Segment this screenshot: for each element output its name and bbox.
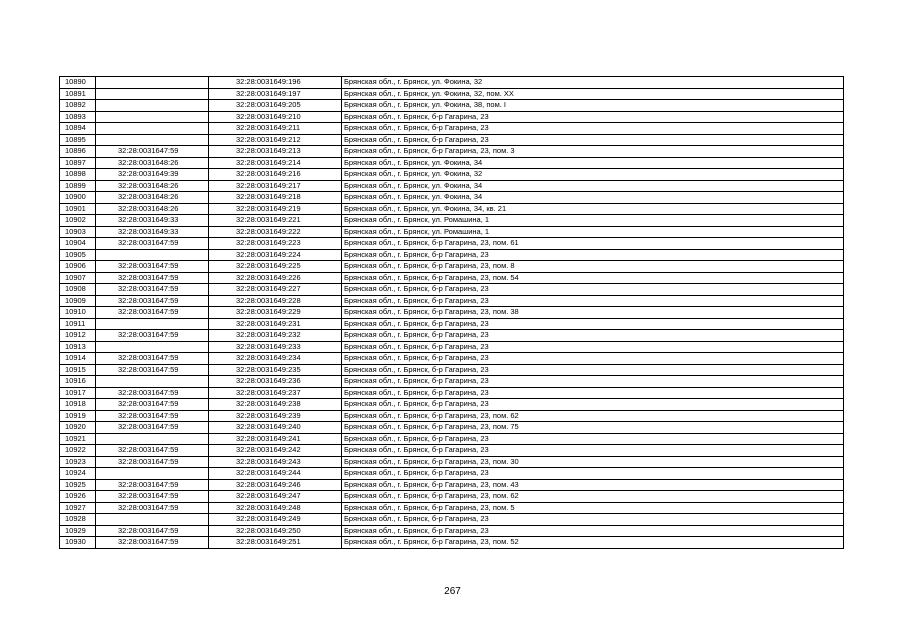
parent-cadastral-cell: 32:28:0031647:59 <box>96 261 209 273</box>
row-number-cell: 10912 <box>60 330 96 342</box>
address-cell: Брянская обл., г. Брянск, б-р Гагарина, 23, пом. 62 <box>342 410 844 422</box>
row-number-cell: 10908 <box>60 284 96 296</box>
cadastral-number-cell: 32:28:0031649:217 <box>209 180 342 192</box>
address-cell: Брянская обл., г. Брянск, б-р Гагарина, 23 <box>342 123 844 135</box>
row-number-cell: 10928 <box>60 514 96 526</box>
parent-cadastral-cell <box>96 111 209 123</box>
address-cell: Брянская обл., г. Брянск, б-р Гагарина, 23, пом. 52 <box>342 537 844 549</box>
cadastral-number-cell: 32:28:0031649:242 <box>209 445 342 457</box>
cadastral-number-cell: 32:28:0031649:216 <box>209 169 342 181</box>
parent-cadastral-cell: 32:28:0031647:59 <box>96 399 209 411</box>
table-row <box>60 284 844 296</box>
table-row <box>60 203 844 215</box>
address-cell: Брянская обл., г. Брянск, б-р Гагарина, 23, пом. 54 <box>342 272 844 284</box>
parent-cadastral-cell: 32:28:0031648:26 <box>96 157 209 169</box>
table-row <box>60 433 844 445</box>
table-row <box>60 364 844 376</box>
parent-cadastral-cell: 32:28:0031647:59 <box>96 445 209 457</box>
address-cell: Брянская обл., г. Брянск, ул. Фокина, 32 <box>342 169 844 181</box>
row-number-cell: 10922 <box>60 445 96 457</box>
parent-cadastral-cell: 32:28:0031647:59 <box>96 238 209 250</box>
cadastral-number-cell: 32:28:0031649:197 <box>209 88 342 100</box>
table-row <box>60 502 844 514</box>
row-number-cell: 10911 <box>60 318 96 330</box>
row-number-cell: 10915 <box>60 364 96 376</box>
table-row <box>60 399 844 411</box>
table-row <box>60 422 844 434</box>
row-number-cell: 10929 <box>60 525 96 537</box>
row-number-cell: 10923 <box>60 456 96 468</box>
row-number-cell: 10901 <box>60 203 96 215</box>
parent-cadastral-cell: 32:28:0031649:33 <box>96 215 209 227</box>
address-cell: Брянская обл., г. Брянск, б-р Гагарина, 23 <box>342 249 844 261</box>
cadastral-number-cell: 32:28:0031649:210 <box>209 111 342 123</box>
parent-cadastral-cell: 32:28:0031647:59 <box>96 537 209 549</box>
parent-cadastral-cell: 32:28:0031647:59 <box>96 330 209 342</box>
row-number-cell: 10910 <box>60 307 96 319</box>
row-number-cell: 10904 <box>60 238 96 250</box>
address-cell: Брянская обл., г. Брянск, ул. Фокина, 34 <box>342 180 844 192</box>
address-cell: Брянская обл., г. Брянск, б-р Гагарина, 23 <box>342 376 844 388</box>
address-cell: Брянская обл., г. Брянск, б-р Гагарина, 23 <box>342 387 844 399</box>
row-number-cell: 10903 <box>60 226 96 238</box>
cadastral-number-cell: 32:28:0031649:236 <box>209 376 342 388</box>
cadastral-number-cell: 32:28:0031649:234 <box>209 353 342 365</box>
row-number-cell: 10925 <box>60 479 96 491</box>
parent-cadastral-cell: 32:28:0031649:33 <box>96 226 209 238</box>
table-row <box>60 261 844 273</box>
address-cell: Брянская обл., г. Брянск, б-р Гагарина, 23 <box>342 330 844 342</box>
row-number-cell: 10926 <box>60 491 96 503</box>
table-row <box>60 272 844 284</box>
table-row <box>60 111 844 123</box>
table-row <box>60 410 844 422</box>
cadastral-number-cell: 32:28:0031649:246 <box>209 479 342 491</box>
address-cell: Брянская обл., г. Брянск, ул. Фокина, 32, пом. XX <box>342 88 844 100</box>
table-row <box>60 537 844 549</box>
parent-cadastral-cell <box>96 468 209 480</box>
row-number-cell: 10899 <box>60 180 96 192</box>
table-row <box>60 341 844 353</box>
address-cell: Брянская обл., г. Брянск, б-р Гагарина, 23 <box>342 295 844 307</box>
cadastral-number-cell: 32:28:0031649:239 <box>209 410 342 422</box>
cadastral-number-cell: 32:28:0031649:222 <box>209 226 342 238</box>
row-number-cell: 10893 <box>60 111 96 123</box>
table-row <box>60 226 844 238</box>
table-row <box>60 295 844 307</box>
address-cell: Брянская обл., г. Брянск, ул. Ромашина, 1 <box>342 215 844 227</box>
row-number-cell: 10897 <box>60 157 96 169</box>
address-cell: Брянская обл., г. Брянск, б-р Гагарина, 23 <box>342 433 844 445</box>
address-cell: Брянская обл., г. Брянск, б-р Гагарина, 23 <box>342 399 844 411</box>
table-row <box>60 123 844 135</box>
table-row <box>60 445 844 457</box>
address-cell: Брянская обл., г. Брянск, б-р Гагарина, 23, пом. 38 <box>342 307 844 319</box>
address-cell: Брянская обл., г. Брянск, б-р Гагарина, 23, пом. 5 <box>342 502 844 514</box>
cadastral-number-cell: 32:28:0031649:214 <box>209 157 342 169</box>
parent-cadastral-cell <box>96 77 209 89</box>
cadastral-number-cell: 32:28:0031649:237 <box>209 387 342 399</box>
parent-cadastral-cell: 32:28:0031647:59 <box>96 525 209 537</box>
cadastral-number-cell: 32:28:0031649:227 <box>209 284 342 296</box>
address-cell: Брянская обл., г. Брянск, б-р Гагарина, 23 <box>342 353 844 365</box>
address-cell: Брянская обл., г. Брянск, б-р Гагарина, 23 <box>342 364 844 376</box>
row-number-cell: 10924 <box>60 468 96 480</box>
parent-cadastral-cell: 32:28:0031647:59 <box>96 284 209 296</box>
table-row <box>60 77 844 89</box>
row-number-cell: 10916 <box>60 376 96 388</box>
address-cell: Брянская обл., г. Брянск, б-р Гагарина, 23 <box>342 341 844 353</box>
parent-cadastral-cell: 32:28:0031647:59 <box>96 295 209 307</box>
table-row <box>60 88 844 100</box>
table-row <box>60 456 844 468</box>
cadastral-number-cell: 32:28:0031649:228 <box>209 295 342 307</box>
table-row <box>60 318 844 330</box>
table-row <box>60 376 844 388</box>
parent-cadastral-cell: 32:28:0031647:59 <box>96 272 209 284</box>
cadastral-number-cell: 32:28:0031649:223 <box>209 238 342 250</box>
table-row <box>60 134 844 146</box>
cadastral-number-cell: 32:28:0031649:221 <box>209 215 342 227</box>
row-number-cell: 10919 <box>60 410 96 422</box>
parent-cadastral-cell: 32:28:0031647:59 <box>96 502 209 514</box>
row-number-cell: 10902 <box>60 215 96 227</box>
address-cell: Брянская обл., г. Брянск, б-р Гагарина, 23, пом. 43 <box>342 479 844 491</box>
cadastral-number-cell: 32:28:0031649:244 <box>209 468 342 480</box>
cadastral-number-cell: 32:28:0031649:231 <box>209 318 342 330</box>
table-row <box>60 353 844 365</box>
address-cell: Брянская обл., г. Брянск, ул. Ромашина, 1 <box>342 226 844 238</box>
parent-cadastral-cell: 32:28:0031649:39 <box>96 169 209 181</box>
cadastral-number-cell: 32:28:0031649:212 <box>209 134 342 146</box>
table-row <box>60 514 844 526</box>
parent-cadastral-cell: 32:28:0031647:59 <box>96 146 209 158</box>
cadastral-number-cell: 32:28:0031649:241 <box>209 433 342 445</box>
address-cell: Брянская обл., г. Брянск, б-р Гагарина, 23 <box>342 445 844 457</box>
cadastral-number-cell: 32:28:0031649:219 <box>209 203 342 215</box>
address-cell: Брянская обл., г. Брянск, ул. Фокина, 34 <box>342 192 844 204</box>
address-cell: Брянская обл., г. Брянск, б-р Гагарина, 23, пом. 62 <box>342 491 844 503</box>
parent-cadastral-cell <box>96 318 209 330</box>
cadastral-number-cell: 32:28:0031649:240 <box>209 422 342 434</box>
parent-cadastral-cell: 32:28:0031647:59 <box>96 387 209 399</box>
cadastral-number-cell: 32:28:0031649:238 <box>209 399 342 411</box>
address-cell: Брянская обл., г. Брянск, ул. Фокина, 34, кв. 21 <box>342 203 844 215</box>
cadastral-number-cell: 32:28:0031649:211 <box>209 123 342 135</box>
parent-cadastral-cell: 32:28:0031648:26 <box>96 203 209 215</box>
parent-cadastral-cell <box>96 376 209 388</box>
parent-cadastral-cell <box>96 100 209 112</box>
address-cell: Брянская обл., г. Брянск, ул. Фокина, 34 <box>342 157 844 169</box>
row-number-cell: 10905 <box>60 249 96 261</box>
cadastral-number-cell: 32:28:0031649:232 <box>209 330 342 342</box>
table-row <box>60 192 844 204</box>
parent-cadastral-cell: 32:28:0031647:59 <box>96 479 209 491</box>
address-cell: Брянская обл., г. Брянск, б-р Гагарина, 23 <box>342 284 844 296</box>
parent-cadastral-cell <box>96 514 209 526</box>
row-number-cell: 10927 <box>60 502 96 514</box>
cadastral-number-cell: 32:28:0031649:249 <box>209 514 342 526</box>
address-cell: Брянская обл., г. Брянск, б-р Гагарина, 23, пом. 61 <box>342 238 844 250</box>
address-cell: Брянская обл., г. Брянск, б-р Гагарина, 23 <box>342 318 844 330</box>
row-number-cell: 10906 <box>60 261 96 273</box>
parent-cadastral-cell <box>96 341 209 353</box>
parent-cadastral-cell: 32:28:0031647:59 <box>96 364 209 376</box>
parent-cadastral-cell: 32:28:0031647:59 <box>96 353 209 365</box>
table-row <box>60 525 844 537</box>
cadastral-number-cell: 32:28:0031649:225 <box>209 261 342 273</box>
table-row <box>60 468 844 480</box>
row-number-cell: 10907 <box>60 272 96 284</box>
row-number-cell: 10900 <box>60 192 96 204</box>
table-body <box>60 77 844 549</box>
cadastral-number-cell: 32:28:0031649:218 <box>209 192 342 204</box>
row-number-cell: 10898 <box>60 169 96 181</box>
table-row <box>60 215 844 227</box>
parent-cadastral-cell: 32:28:0031647:59 <box>96 491 209 503</box>
row-number-cell: 10930 <box>60 537 96 549</box>
row-number-cell: 10909 <box>60 295 96 307</box>
table-row <box>60 491 844 503</box>
cadastral-number-cell: 32:28:0031649:251 <box>209 537 342 549</box>
address-cell: Брянская обл., г. Брянск, б-р Гагарина, 23 <box>342 468 844 480</box>
address-cell: Брянская обл., г. Брянск, ул. Фокина, 38, пом. I <box>342 100 844 112</box>
cadastral-number-cell: 32:28:0031649:196 <box>209 77 342 89</box>
table-row <box>60 238 844 250</box>
parent-cadastral-cell <box>96 433 209 445</box>
row-number-cell: 10896 <box>60 146 96 158</box>
row-number-cell: 10894 <box>60 123 96 135</box>
cadastral-number-cell: 32:28:0031649:213 <box>209 146 342 158</box>
parent-cadastral-cell: 32:28:0031647:59 <box>96 456 209 468</box>
cadastral-number-cell: 32:28:0031649:229 <box>209 307 342 319</box>
table-row <box>60 387 844 399</box>
address-cell: Брянская обл., г. Брянск, б-р Гагарина, 23 <box>342 134 844 146</box>
table-row <box>60 479 844 491</box>
cadastral-number-cell: 32:28:0031649:248 <box>209 502 342 514</box>
table-row <box>60 180 844 192</box>
cadastral-number-cell: 32:28:0031649:205 <box>209 100 342 112</box>
parent-cadastral-cell: 32:28:0031648:26 <box>96 192 209 204</box>
cadastral-register-table <box>59 76 844 549</box>
row-number-cell: 10921 <box>60 433 96 445</box>
row-number-cell: 10914 <box>60 353 96 365</box>
row-number-cell: 10913 <box>60 341 96 353</box>
table-row <box>60 146 844 158</box>
cadastral-number-cell: 32:28:0031649:226 <box>209 272 342 284</box>
address-cell: Брянская обл., г. Брянск, б-р Гагарина, 23, пом. 3 <box>342 146 844 158</box>
table-row <box>60 100 844 112</box>
parent-cadastral-cell: 32:28:0031647:59 <box>96 410 209 422</box>
page-number: 267 <box>444 586 461 597</box>
address-cell: Брянская обл., г. Брянск, б-р Гагарина, 23, пом. 75 <box>342 422 844 434</box>
row-number-cell: 10890 <box>60 77 96 89</box>
address-cell: Брянская обл., г. Брянск, ул. Фокина, 32 <box>342 77 844 89</box>
table-row <box>60 169 844 181</box>
address-cell: Брянская обл., г. Брянск, б-р Гагарина, 23, пом. 8 <box>342 261 844 273</box>
cadastral-number-cell: 32:28:0031649:235 <box>209 364 342 376</box>
table-row <box>60 157 844 169</box>
cadastral-number-cell: 32:28:0031649:243 <box>209 456 342 468</box>
cadastral-number-cell: 32:28:0031649:233 <box>209 341 342 353</box>
row-number-cell: 10918 <box>60 399 96 411</box>
row-number-cell: 10920 <box>60 422 96 434</box>
table-row <box>60 249 844 261</box>
parent-cadastral-cell: 32:28:0031647:59 <box>96 422 209 434</box>
cadastral-number-cell: 32:28:0031649:224 <box>209 249 342 261</box>
table-row <box>60 330 844 342</box>
parent-cadastral-cell: 32:28:0031648:26 <box>96 180 209 192</box>
cadastral-number-cell: 32:28:0031649:247 <box>209 491 342 503</box>
address-cell: Брянская обл., г. Брянск, б-р Гагарина, 23, пом. 30 <box>342 456 844 468</box>
row-number-cell: 10895 <box>60 134 96 146</box>
parent-cadastral-cell <box>96 123 209 135</box>
row-number-cell: 10891 <box>60 88 96 100</box>
table-row <box>60 307 844 319</box>
parent-cadastral-cell <box>96 134 209 146</box>
row-number-cell: 10892 <box>60 100 96 112</box>
address-cell: Брянская обл., г. Брянск, б-р Гагарина, 23 <box>342 525 844 537</box>
row-number-cell: 10917 <box>60 387 96 399</box>
address-cell: Брянская обл., г. Брянск, б-р Гагарина, 23 <box>342 514 844 526</box>
address-cell: Брянская обл., г. Брянск, б-р Гагарина, 23 <box>342 111 844 123</box>
parent-cadastral-cell <box>96 249 209 261</box>
cadastral-number-cell: 32:28:0031649:250 <box>209 525 342 537</box>
parent-cadastral-cell <box>96 88 209 100</box>
parent-cadastral-cell: 32:28:0031647:59 <box>96 307 209 319</box>
